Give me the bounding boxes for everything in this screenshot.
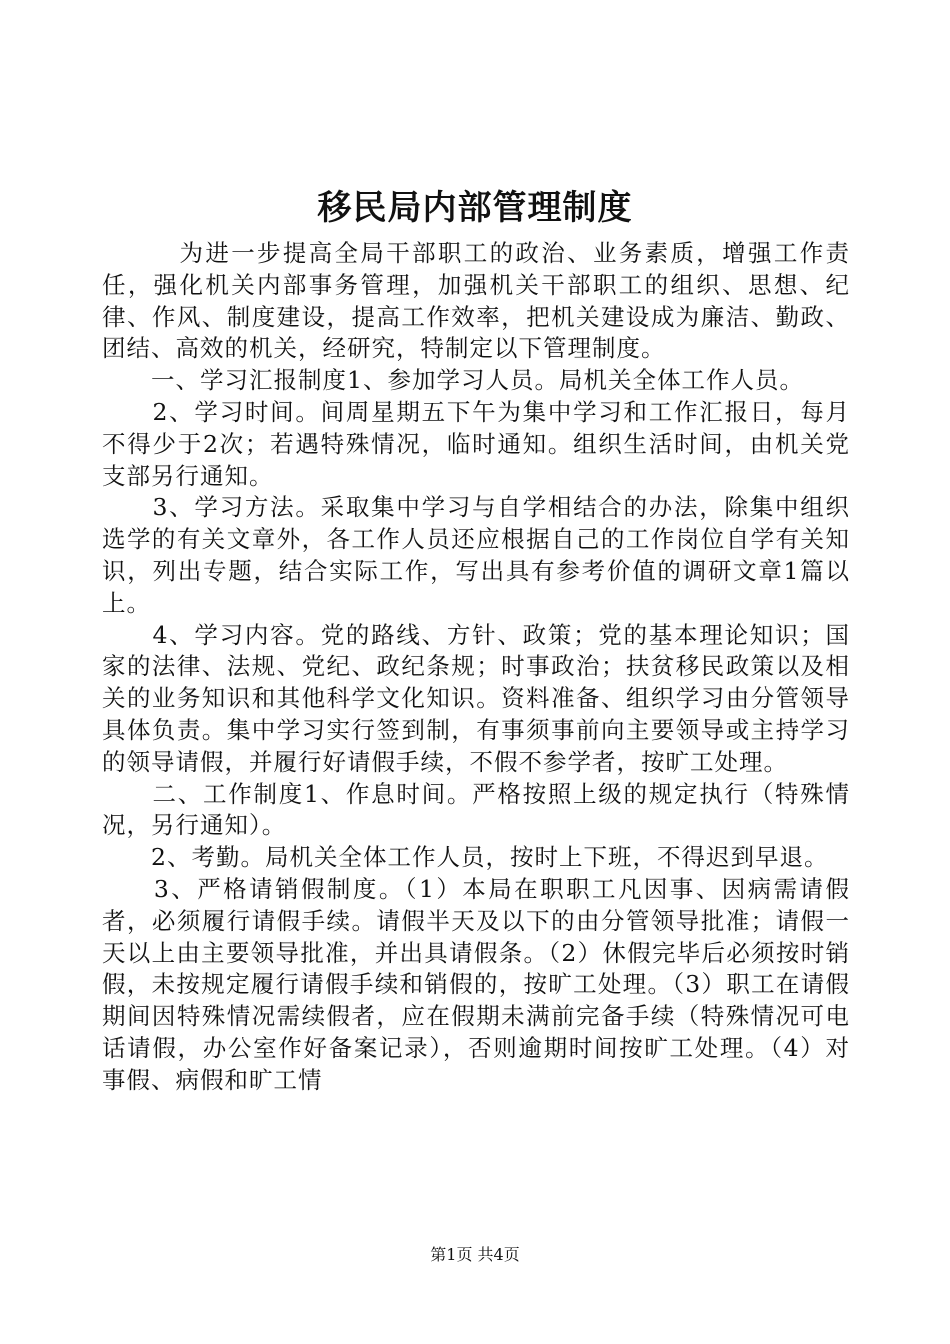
paragraph-intro: 为进一步提高全局干部职工的政治、业务素质，增强工作责任，强化机关内部事务管理，加强机关干部职工的组织、思想、纪律、作风、制度建设，提高工作效率，把机关建设成为廉洁、勤政、团结、高效的机关，经研究，特制定以下管理制度。 [102, 239, 850, 363]
paragraph-section-2-item-1: 二、工作制度1、作息时间。严格按照上级的规定执行（特殊情况，另行通知）。 [102, 779, 850, 840]
page-indicator: 第1页 共4页 [430, 1245, 520, 1264]
paragraph-study-content: 4、学习内容。党的路线、方针、政策；党的基本理论知识；国家的法律、法规、党纪、政纪条规；时事政治；扶贫移民政策以及相关的业务知识和其他科学文化知识。资料准备、组织学习由分管领导具体负责。集中学习实行签到制，有事须事前向主要领导或主持学习的领导请假，并履行好请假手续，不假不参学者，按旷工处理。 [102, 620, 850, 776]
paragraph-study-method: 3、学习方法。采取集中学习与自学相结合的办法，除集中组织选学的有关文章外，各工作人员还应根据自己的工作岗位自学有关知识，列出专题，结合实际工作，写出具有参考价值的调研文章1篇以上。 [102, 493, 850, 617]
paragraph-leave-system: 3、严格请销假制度。（1）本局在职职工凡因事、因病需请假者，必须履行请假手续。请假半天及以下的由分管领导批准；请假一天以上由主要领导批准，并出具请假条。（2）休假完毕后必须按时销假，未按规定履行请假手续和销假的，按旷工处理。（3）职工在请假期间因特殊情况需续假者，应在假期未满前完备手续（特殊情况可电话请假，办公室作好备案记录），否则逾期时间按旷工处理。（4）对事假、病假和旷工情 [102, 874, 850, 1094]
document-body [102, 238, 850, 1097]
document-title: 移民局内部管理制度 [317, 188, 633, 228]
paragraph-study-time: 2、学习时间。间周星期五下午为集中学习和工作汇报日，每月不得少于2次；若遇特殊情况，临时通知。组织生活时间，由机关党支部另行通知。 [102, 397, 850, 490]
paragraph-attendance: 2、考勤。局机关全体工作人员，按时上下班，不得迟到早退。 [102, 843, 829, 872]
paragraph-section-1-item-1: 一、学习汇报制度1、参加学习人员。局机关全体工作人员。 [102, 366, 804, 395]
